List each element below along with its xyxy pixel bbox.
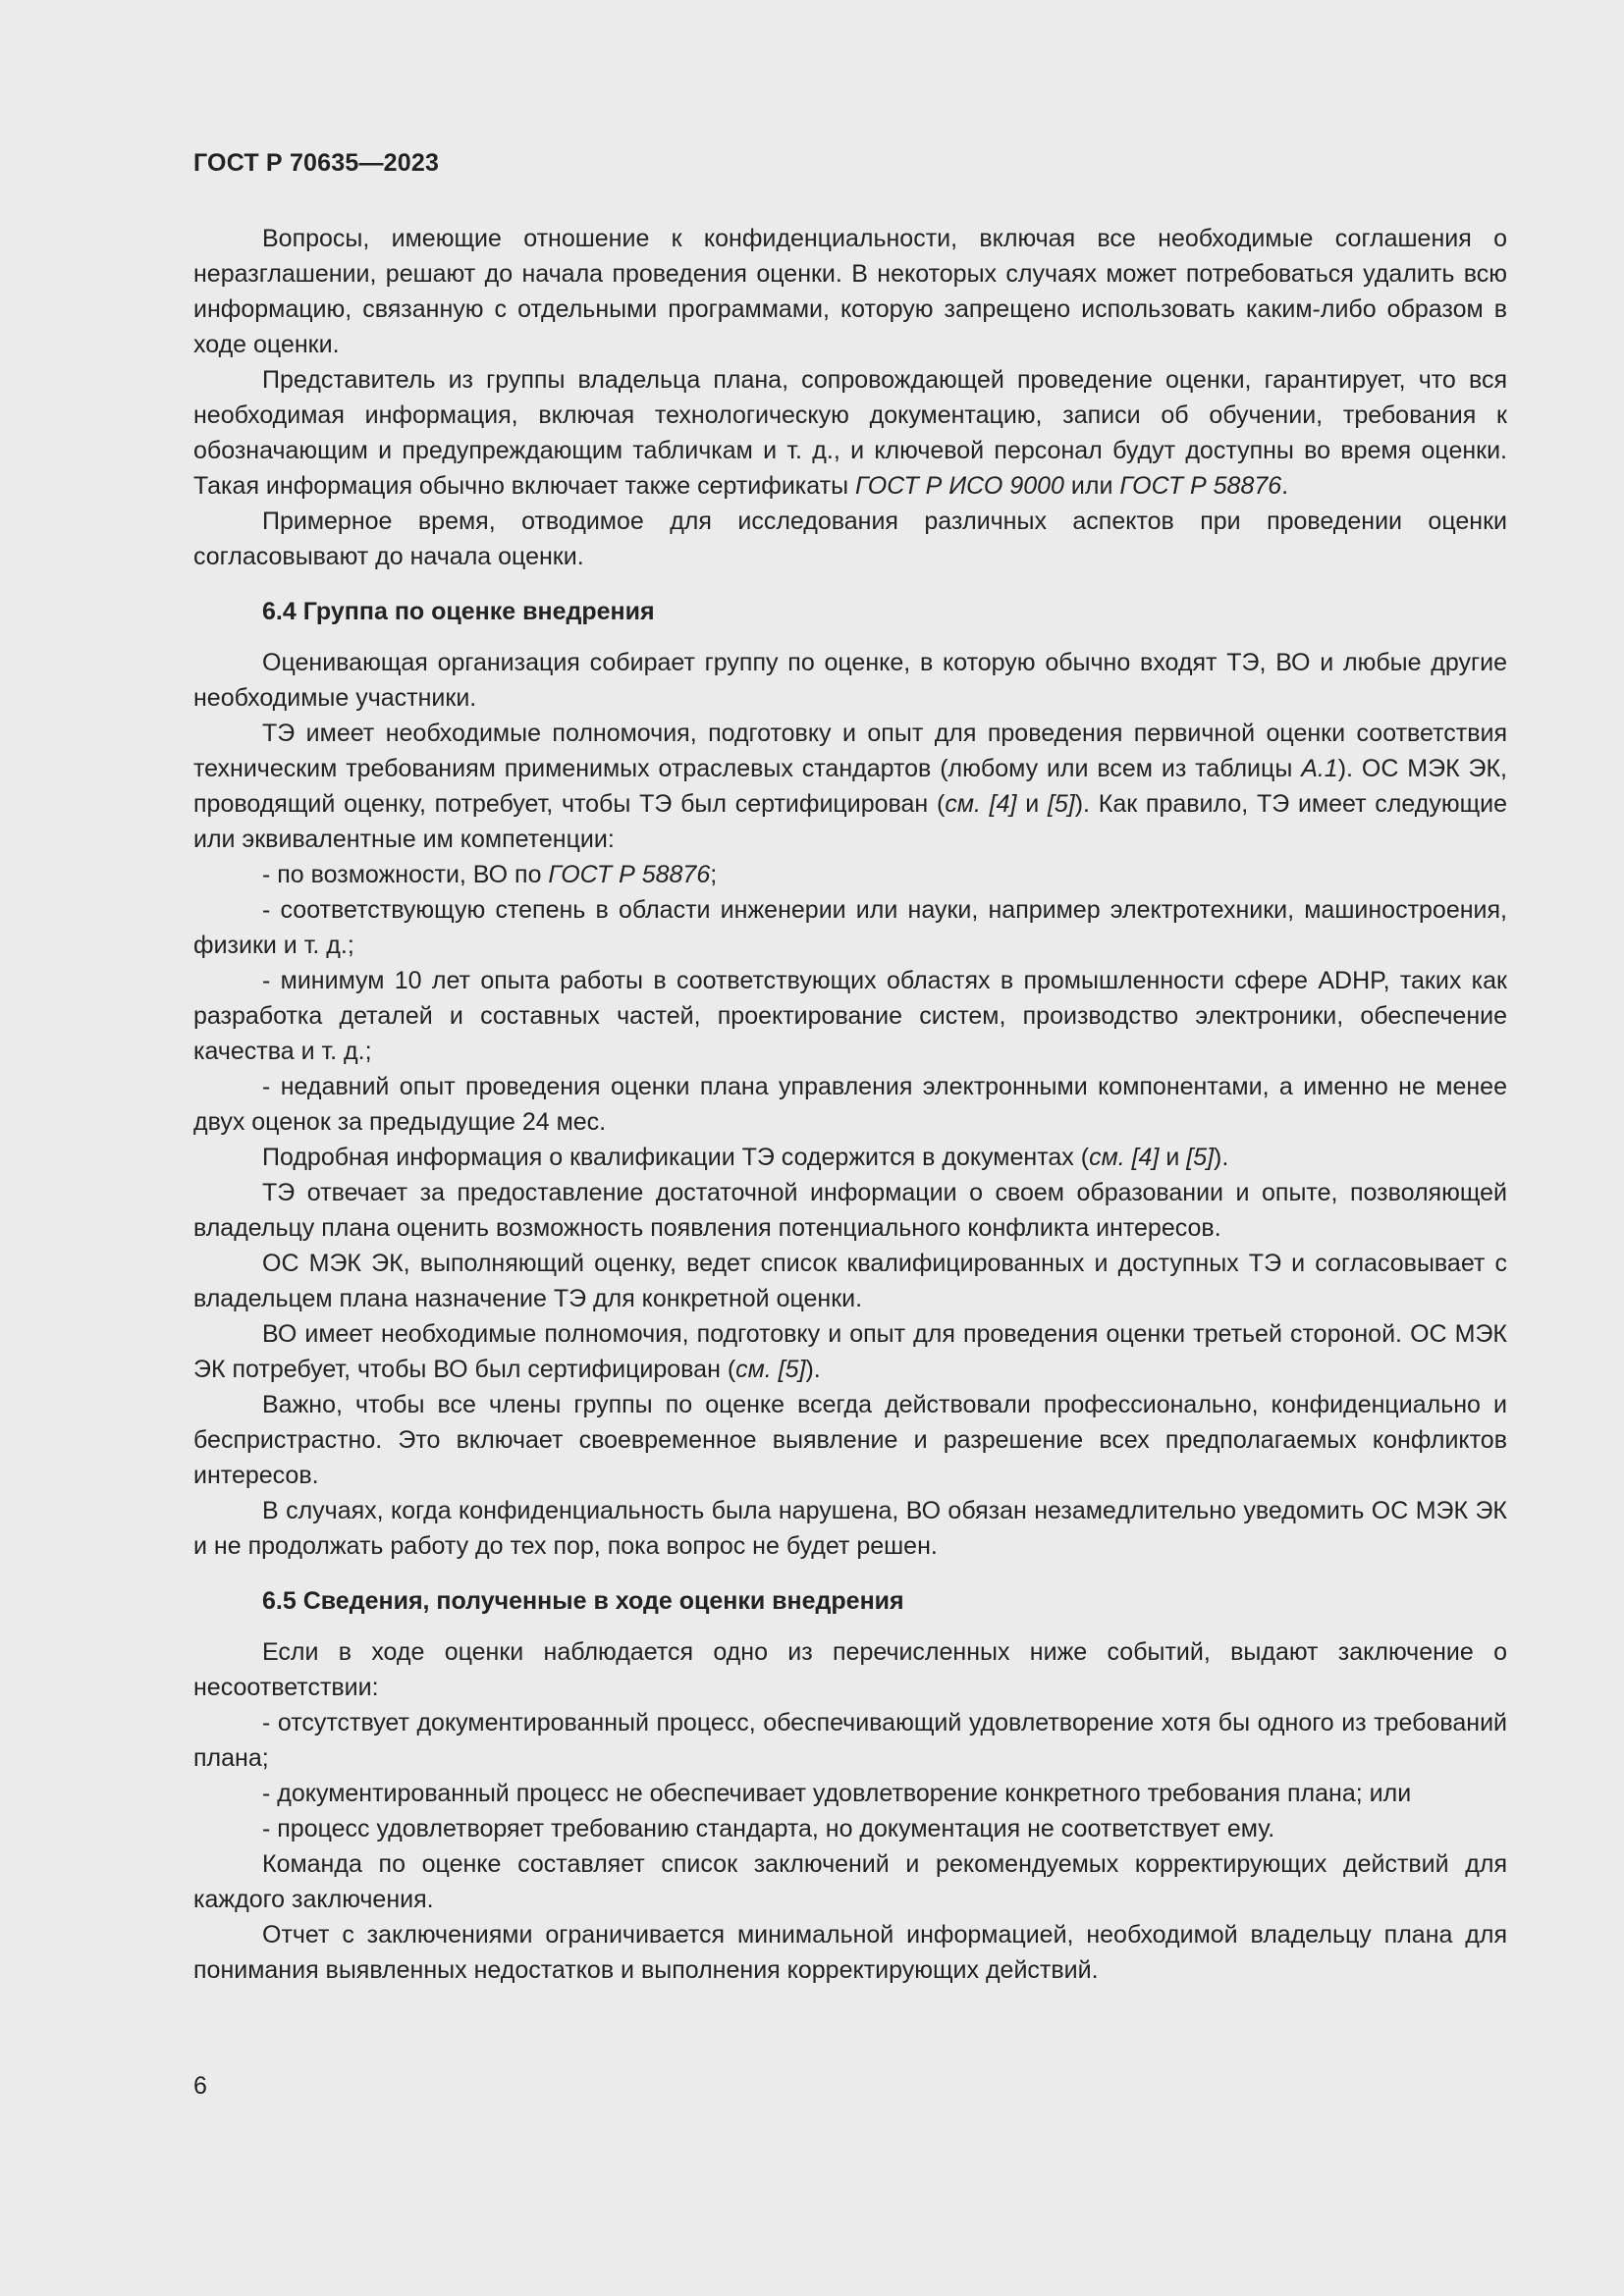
paragraph-te-responsibility: ТЭ отвечает за предоставление достаточной информации о своем образовании и опыте, позволяющей владельцу плана оценить возможность появления потенциального конфликта интересов. — [193, 1179, 1507, 1242]
paragraph-confidentiality-breach: В случаях, когда конфиденциальность была нарушена, ВО обязан незамедлительно уведомить ОС МЭК ЭК и не продолжать работу до тех пор, пока вопрос не будет решен. — [193, 1497, 1507, 1560]
section-heading-6-4: 6.4 Группа по оценке внедрения — [262, 598, 655, 625]
section-heading-6-5: 6.5 Сведения, полученные в ходе оценки внедрения — [262, 1587, 904, 1615]
paragraph-time: Примерное время, отводимое для исследования различных аспектов при проведении оценки согласовывают до начала оценки. — [193, 507, 1507, 570]
document-header: ГОСТ Р 70635—2023 — [193, 149, 440, 177]
reference-gost-58876: ГОСТ Р 58876 — [548, 861, 711, 888]
list-item: - соответствующую степень в области инженерии или науки, например электротехники, машиностроения, физики и т. д.; — [193, 896, 1507, 959]
reference-gost-iso-9000: ГОСТ Р ИСО 9000 — [855, 472, 1064, 500]
paragraph-confidentiality: Вопросы, имеющие отношение к конфиденциальности, включая все необходимые соглашения о неразглашении, решают до начала проведения оценки. В некоторых случаях может потребоваться удалить всю информацию, связанную с отдельными программами, которую запрещено использовать каким-либо образом в ходе оценки. — [193, 225, 1507, 358]
list-item: - отсутствует документированный процесс, обеспечивающий удовлетворение хотя бы одного из требований плана; — [193, 1709, 1507, 1772]
list-item: - минимум 10 лет опыта работы в соответствующих областях в промышленности сфере ADHP, таких как разработка деталей и составных частей, проектирование систем, производство электроники, обеспечение качества и т. д.; — [193, 967, 1507, 1065]
paragraph-nonconformity: Если в ходе оценки наблюдается одно из перечисленных ниже событий, выдают заключение о несоответствии: — [193, 1638, 1507, 1701]
reference-5: [5] — [1186, 1144, 1215, 1171]
paragraph-te-list: ОС МЭК ЭК, выполняющий оценку, ведет список квалифицированных и доступных ТЭ и согласовывает с владельцем плана назначение ТЭ для конкретной оценки. — [193, 1250, 1507, 1312]
paragraph-professionalism: Важно, чтобы все члены группы по оценке всегда действовали профессионально, конфиденциально и беспристрастно. Это включает своевременное выявление и разрешение всех предполагаемых конфликтов интересов. — [193, 1391, 1507, 1489]
paragraph-qualification: Подробная информация о квалификации ТЭ содержится в документах (см. [4] и [5]). — [262, 1144, 1229, 1171]
paragraph-assessment-team: Оценивающая организация собирает группу по оценке, в которую обычно входят ТЭ, ВО и любые другие необходимые участники. — [193, 649, 1507, 712]
paragraph-findings-list: Команда по оценке составляет список заключений и рекомендуемых корректирующих действий для каждого заключения. — [193, 1850, 1507, 1913]
reference-gost-58876: ГОСТ Р 58876 — [1119, 472, 1282, 500]
page-number: 6 — [193, 2072, 207, 2100]
list-item: - документированный процесс не обеспечивает удовлетворение конкретного требования плана; или — [262, 1780, 1412, 1807]
reference-table-a1: А.1 — [1301, 755, 1338, 782]
paragraph-te-authority: ТЭ имеет необходимые полномочия, подготовку и опыт для проведения первичной оценки соответствия техническим требованиям применимых отраслевых стандартов (любому или всем из таблицы А.1). ОС МЭК ЭК, проводящий оценку, потребует, чтобы ТЭ был сертифицирован (см. [4] и [5]). Как правило, ТЭ имеет следующие или эквивалентные им компетенции: — [193, 720, 1508, 853]
list-item: - недавний опыт проведения оценки плана управления электронными компонентами, а именно не менее двух оценок за предыдущие 24 мес. — [193, 1073, 1507, 1136]
paragraph-report: Отчет с заключениями ограничивается минимальной информацией, необходимой владельцу плана для понимания выявленных недостатков и выполнения корректирующих действий. — [193, 1921, 1507, 1984]
document-body — [193, 221, 1507, 1988]
list-item: - по возможности, ВО по ГОСТ Р 58876; — [262, 861, 718, 888]
reference-see-5: см. [5] — [735, 1356, 806, 1383]
paragraph-representative: Представитель из группы владельца плана, сопровождающей проведение оценки, гарантирует, что вся необходимая информация, включая технологическую документацию, записи об обучении, требования к обозначающим и предупреждающим табличкам и т. д., и ключевой персонал будут доступны во время оценки. Такая информация обычно включает также сертификаты ГОСТ Р ИСО 9000 или ГОСТ Р 58876. — [193, 366, 1507, 500]
reference-see-4: см. [4] — [1089, 1144, 1160, 1171]
paragraph-vo-authority: ВО имеет необходимые полномочия, подготовку и опыт для проведения оценки третьей стороной. ОС МЭК ЭК потребует, чтобы ВО был сертифицирован (см. [5]). — [193, 1320, 1507, 1383]
list-item: - процесс удовлетворяет требованию стандарта, но документация не соответствует ему. — [262, 1815, 1275, 1842]
reference-5: [5] — [1047, 790, 1075, 818]
reference-see-4: см. [4] — [945, 790, 1017, 818]
